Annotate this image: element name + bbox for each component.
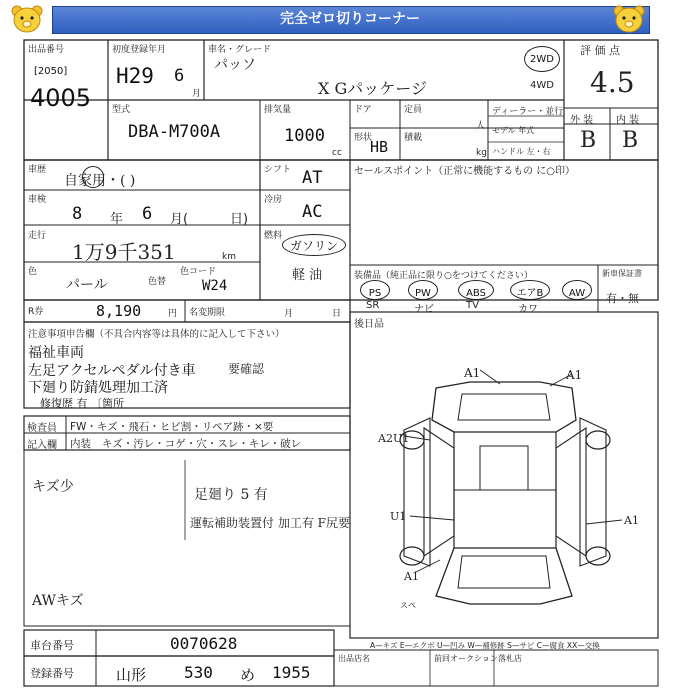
- shaken-month: 6: [142, 204, 153, 224]
- lot-number: 4005: [30, 84, 92, 112]
- shaken-day-unit: 日): [230, 212, 249, 227]
- equip-airbag-label: エアB: [516, 288, 544, 299]
- plate-class: 530: [184, 663, 213, 682]
- grade-score-label: 評 価 点: [580, 44, 620, 57]
- car-name: パッソ: [214, 57, 256, 73]
- displacement: 1000: [284, 126, 325, 146]
- private-use-circle: [82, 166, 104, 188]
- shaken-year-unit: 年: [110, 212, 124, 227]
- shift-label: シフト: [264, 165, 292, 175]
- damage-mark-front-right: A1: [566, 368, 583, 382]
- inspect-row1: FW・キズ・飛石・ヒビ割・リペア跡・×要: [70, 421, 274, 433]
- equip-ps: [360, 280, 390, 300]
- drive-4wd: 4WD: [530, 80, 554, 91]
- color-no-label: 色替: [148, 277, 167, 287]
- model-code: DBA-M700A: [128, 122, 221, 142]
- fuel-circle: [282, 234, 346, 256]
- inspect-row2-head: 内装: [70, 438, 91, 450]
- mileage: 1万9千351: [72, 240, 176, 264]
- first-reg-label: 初度登録年月: [112, 45, 167, 55]
- new-warranty-value: 有・無: [606, 292, 639, 305]
- car-damage-diagram: [350, 360, 658, 626]
- era-year: H29: [116, 64, 154, 88]
- km-unit: km: [222, 252, 236, 262]
- dealer-label: ディーラー・並行: [492, 107, 564, 117]
- chassis-label: 車台番号: [30, 639, 74, 652]
- fuel: ガソリン: [289, 239, 338, 253]
- load-label: 積載: [404, 133, 423, 143]
- later-label: 後日品: [354, 319, 384, 330]
- equip-abs: [458, 280, 494, 300]
- interior-label: 内 装: [616, 115, 640, 126]
- inspector-label: 検査員: [27, 423, 57, 434]
- model-label: 型式: [112, 105, 131, 115]
- damage-mark-right-rear: A1: [624, 514, 639, 527]
- body-type: HB: [370, 138, 389, 156]
- shaken-label: 車検: [28, 195, 47, 205]
- color-label: 色: [28, 267, 38, 277]
- drive-2wd: 2WD: [530, 54, 554, 65]
- exterior-grade: B: [580, 128, 597, 153]
- kg-unit: kg: [476, 148, 487, 158]
- lot-sub: [2050]: [34, 66, 68, 77]
- plate-number: 1955: [272, 663, 311, 682]
- prev-auction-label: 前回オークション: [434, 654, 498, 663]
- ac: AC: [302, 202, 323, 222]
- shift: AT: [302, 168, 323, 188]
- damage-mark-left-door: A2U1: [378, 432, 410, 445]
- exterior-label: 外 装: [570, 115, 594, 126]
- damage-mark-left-rear: U1: [390, 510, 407, 523]
- equip-abs-label: ABS: [466, 288, 486, 299]
- notes-line3: 下廻り防錆処理加工済: [28, 380, 168, 396]
- grade-score: 4.5: [590, 66, 635, 99]
- yen-unit: 円: [168, 309, 178, 319]
- mileage-label: 走行: [28, 231, 47, 241]
- reg-month: 6: [174, 66, 185, 86]
- seller-label: 出品店名: [338, 654, 370, 663]
- body-label: 形状: [354, 133, 373, 143]
- shaken-month-unit: 月(: [170, 212, 189, 227]
- plate-label: 登録番号: [30, 667, 74, 680]
- color-code: W24: [202, 278, 228, 294]
- plate-region: 山形: [116, 666, 147, 684]
- model-year-label: モデル 年式: [492, 126, 535, 135]
- hand-note-4: AWキズ: [32, 593, 84, 609]
- reg-month-unit: 月: [192, 89, 202, 99]
- name-change-day: 日: [332, 309, 342, 319]
- plate-kana: め: [240, 666, 256, 684]
- inspect-row2: キズ・汚レ・コゲ・穴・スレ・キレ・破レ: [102, 438, 302, 450]
- category-value: 自家用・( ): [64, 173, 136, 189]
- equip-sr: SR: [366, 300, 380, 311]
- new-warranty-label: 新車保証書: [602, 269, 642, 278]
- equip-ps-label: PS: [368, 288, 382, 299]
- shaken-year: 8: [72, 204, 83, 224]
- persons-unit: 人: [476, 121, 486, 131]
- recycle-label: R券: [28, 307, 44, 317]
- hand-note-3: 運転補助装置付 加工有 F尻要: [190, 516, 350, 530]
- recycle-fee: 8,190: [96, 302, 142, 320]
- capacity-label: 定員: [404, 105, 423, 115]
- notes-line2-hand: 要確認: [228, 362, 265, 376]
- fuel-alt: 軽 油: [292, 268, 323, 283]
- handle-label: ハンドル 左・右: [492, 147, 551, 156]
- equip-pw-label: PW: [415, 288, 431, 299]
- sales-points-label: セールスポイント（正常に機能するもの に○印）: [354, 166, 576, 177]
- damage-mark-rear-left: A1: [404, 570, 419, 583]
- notes-label: 注意事項申告欄（不具合内容等は具体的に記入して下さい）: [28, 329, 285, 340]
- bid-store-label: 落札店: [498, 654, 522, 663]
- chassis-number: 0070628: [170, 634, 238, 653]
- hand-note-2: 足廻り 5 有: [194, 487, 268, 503]
- color: パール: [66, 277, 108, 293]
- equip-label: 装備品（純正品に限り○をつけてください）: [354, 271, 533, 281]
- equip-navi: ナビ: [414, 304, 434, 315]
- door-label: ドア: [354, 105, 372, 115]
- equip-leather: カワ: [518, 304, 538, 315]
- damage-legend: A—キズ E—エクボ U—凹み W—補修跡 S—サビ C—腐食 XX—交換: [370, 641, 600, 650]
- fuel-label: 燃料: [264, 231, 283, 241]
- category-label: 車歴: [28, 165, 47, 175]
- notes-line2: 左足アクセルペダル付き車: [28, 363, 196, 379]
- equip-tv: TV: [466, 300, 479, 311]
- hand-note-1: キズ少: [32, 479, 74, 495]
- car-grade: X Gパッケージ: [318, 79, 427, 98]
- notes-line4: 修復歴 有 〔箇所: [40, 397, 124, 410]
- notes-line1: 福祉車両: [28, 345, 84, 361]
- equip-pw: [408, 280, 438, 300]
- car-name-label: 車名・グレード: [208, 45, 272, 55]
- name-change-month: 月: [284, 309, 294, 319]
- lot-label: 出品番号: [28, 45, 65, 55]
- damage-mark-front-left: A1: [464, 366, 481, 380]
- interior-grade: B: [622, 128, 639, 153]
- color-code-label: 色コード: [180, 267, 217, 277]
- equip-airbag: [510, 280, 550, 300]
- drive-2wd-circle: [524, 46, 560, 72]
- cc-unit: cc: [332, 148, 342, 158]
- diagram-bottom-label: スペ: [400, 601, 416, 610]
- name-change-label: 名変期限: [189, 308, 226, 318]
- equip-aw-label: AW: [568, 288, 586, 299]
- ac-label: 冷房: [264, 195, 283, 205]
- equip-aw: [562, 280, 592, 300]
- displacement-label: 排気量: [264, 105, 292, 115]
- record-label: 記入欄: [27, 440, 57, 451]
- banner-title: 完全ゼロ切りコーナー: [280, 11, 420, 27]
